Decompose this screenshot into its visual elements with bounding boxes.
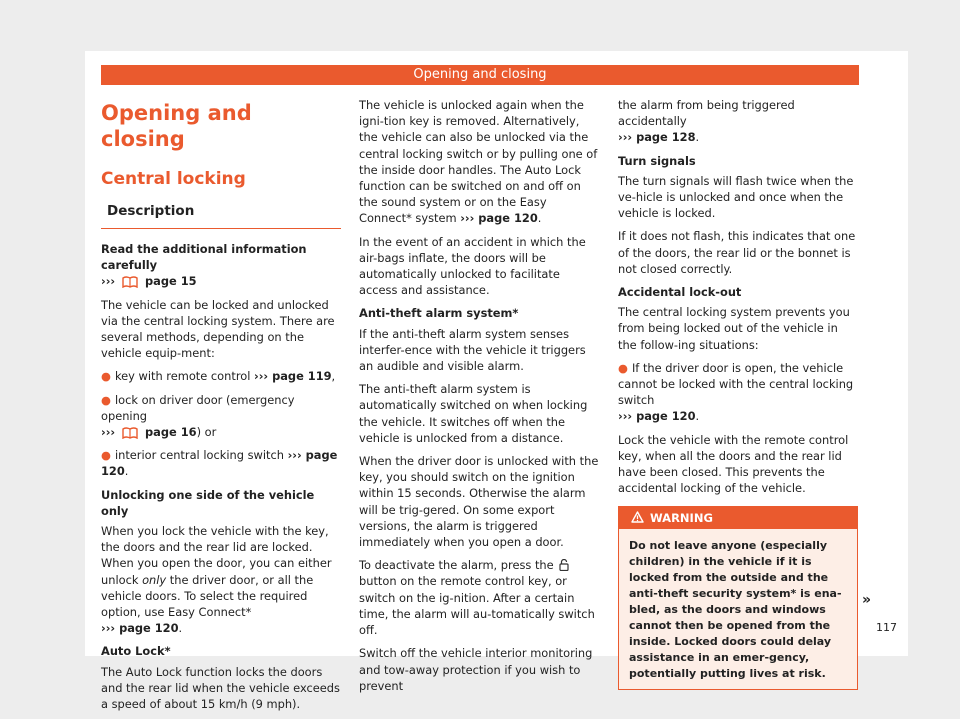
bullet-dot: ● [101, 369, 111, 384]
read-more-text: Read the additional information carefully [101, 242, 307, 273]
autolock-continued: The vehicle is unlocked again when the igni-tion key is removed. Alternatively, the vehicle can also be unlocked via the central locking switch or by pulling one of the inside door handles. The Auto Lock function can be switched on and off on the sound system or on the Easy Connect* system ››› page 120. [359, 98, 598, 226]
alarm-text-4: To deactivate the alarm, press the button on the remote control key, or switch on the ig-nition. After a certain time, the alarm will au-tomatically switch off. [359, 558, 595, 638]
warning-box [618, 506, 858, 690]
list-item: ● interior central locking switch ››› page 120. [101, 448, 338, 479]
subsection-title: Description [101, 202, 341, 229]
page-reference[interactable]: ››› page 120 [460, 211, 538, 226]
column-2 [359, 97, 599, 701]
book-info-icon [122, 426, 138, 439]
autolock-text: The Auto Lock function locks the doors and the rear lid when the vehicle exceeds a speed of about 15 km/h (9 mph). [101, 664, 340, 712]
bullet-dot: ● [618, 360, 628, 375]
book-info-icon [122, 275, 138, 288]
page-reference[interactable]: ››› page 128 [618, 130, 696, 145]
warning-triangle-icon [631, 511, 644, 523]
page-reference[interactable]: ››› page 16 [101, 425, 197, 440]
turn-signals-text-1: The turn signals will flash twice when the ve-hicle is unlocked and once when the vehicle is locked. [618, 173, 854, 221]
read-more-link[interactable] [101, 273, 341, 289]
read-more-note [101, 241, 341, 273]
alarm-text-5: Switch off the vehicle interior monitoring and tow-away protection if you wish to prevent [359, 646, 593, 693]
header-title: Opening and closing [413, 67, 547, 82]
bullet-dot: ● [101, 392, 111, 407]
alarm-heading: Anti-theft alarm system* [359, 306, 519, 321]
airbag-text: In the event of an accident in which the air-bags inflate, the doors will be automatically unlocked to facilitate access and assistance. [359, 234, 586, 298]
alarm-text-2: The anti-theft alarm system is automatically switched on when locking the vehicle. It switches off when the vehicle is unlocked from a distance. [359, 382, 588, 445]
list-item: ● key with remote control ››› page 119, [101, 369, 336, 384]
page-header-bar [101, 65, 859, 85]
warning-header [619, 507, 857, 529]
list-item: ● If the driver door is open, the vehicle cannot be locked with the central locking switch ››› page 120. [618, 360, 854, 424]
unlock-text: When you lock the vehicle with the key, the doors and the rear lid are locked. When you open the door, you can either unlock only the driver door, or all the vehicle doors. To select the required option, use Easy Connect* ››› page 120. [101, 524, 332, 636]
lockout-text-1: The central locking system prevents you from being locked out of the vehicle in the follow-ing situations: [618, 305, 850, 352]
unlock-icon [559, 559, 569, 571]
warning-label: WARNING [650, 511, 713, 526]
page-reference[interactable]: ››› page 120 [618, 409, 696, 424]
page-reference[interactable]: ››› page 119 [254, 369, 332, 384]
bullet-dot: ● [101, 448, 111, 463]
column-3 [618, 97, 859, 690]
warning-text: Do not leave anyone (especially children) in the vehicle if it is locked from the outside and the anti-theft security system* is ena-bled, as the doors and windows cannot then be opened from the inside. Locked doors could delay assistance in an emer-gency, potentially putting lives at risk. [629, 539, 842, 681]
lockout-heading: Accidental lock-out [618, 285, 742, 300]
page-number: 117 [876, 621, 897, 634]
read-more-page: page 15 [145, 274, 197, 289]
lockout-text-2: Lock the vehicle with the remote control key, when all the doors and the rear lid have been closed. This prevents the accidental locking of the vehicle. [618, 432, 849, 496]
alarm-continued: the alarm from being triggered accidentally ››› page 128. [618, 98, 795, 145]
list-item: ● lock on driver door (emergency opening ››› page 16) or [101, 392, 295, 440]
chapter-title: Opening and closing [101, 101, 252, 151]
alarm-text-1: If the anti-theft alarm system senses interfer-ence with the vehicle it triggers an audible and visible alarm. [359, 326, 586, 374]
page-reference[interactable]: ››› page 120 [101, 448, 338, 479]
autolock-heading: Auto Lock* [101, 644, 171, 659]
turn-signals-text-2: If it does not flash, this indicates that one of the doors, the rear lid or the bonnet is not closed correctly. [618, 229, 856, 276]
unlock-heading: Unlocking one side of the vehicle only [101, 487, 315, 518]
section-title: Central locking [101, 169, 246, 189]
reference-arrow: ››› [101, 274, 116, 289]
column-1 [101, 97, 341, 719]
intro-text: The vehicle can be locked and unlocked via the central locking system. There are several methods, depending on the vehicle equip-ment: [101, 297, 335, 361]
alarm-text-3: When the driver door is unlocked with the key, you should switch on the ignition within 15 seconds. Otherwise the alarm will be trig-gered. On some export versions, the alarm is triggered immediately when you open a door. [359, 454, 599, 550]
page-reference[interactable]: ››› page 120 [101, 621, 179, 636]
continued-mark: » [862, 592, 872, 608]
turn-signals-heading: Turn signals [618, 153, 696, 168]
